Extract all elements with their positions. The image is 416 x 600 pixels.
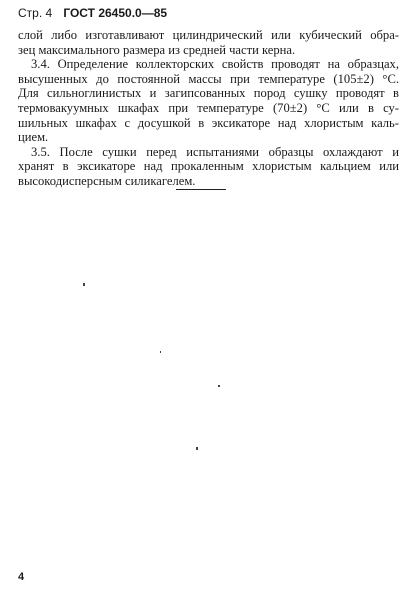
text-line: зец максимального размера из средней части керна.: [18, 42, 296, 57]
text-line: хранят в эксикаторе над прокаленным хлористым кальцием или: [18, 159, 399, 174]
paragraph-3-5: [18, 145, 399, 189]
paragraph: [18, 28, 399, 57]
text-line: высокодисперсным силикагелем.: [18, 173, 196, 188]
page-number: 4: [18, 571, 25, 583]
text-line: 3.5. После сушки перед испытаниями образцы охлаждают и: [31, 144, 399, 159]
text-line: Для сильноглинистых и загипсованных пород сушку проводят в: [18, 86, 399, 101]
scan-speck: [83, 283, 85, 286]
text-line: цием.: [18, 130, 49, 145]
text-line: шильных шкафах с досушкой в эксикаторе над хлористым каль-: [18, 115, 399, 130]
page-label: Стр. 4: [18, 6, 53, 20]
end-of-section-rule: [176, 189, 226, 190]
text-line: высушенных до постоянной массы при температуре (105±2) °С.: [18, 71, 399, 86]
paragraph-3-4: [18, 57, 399, 145]
standard-number: ГОСТ 26450.0—85: [63, 6, 168, 20]
text-line: 3.4. Определение коллекторских свойств проводят на образцах,: [31, 57, 399, 72]
text-line: термовакуумных шкафах при температуре (70±2) °С или в су-: [18, 100, 399, 115]
body-text: [18, 28, 399, 189]
scan-speck: [218, 385, 220, 387]
scan-speck: [160, 351, 161, 353]
text-line: слой либо изготавливают цилиндрический или кубический обра-: [18, 28, 399, 42]
scan-speck: [196, 447, 198, 450]
page-header: [18, 6, 167, 21]
